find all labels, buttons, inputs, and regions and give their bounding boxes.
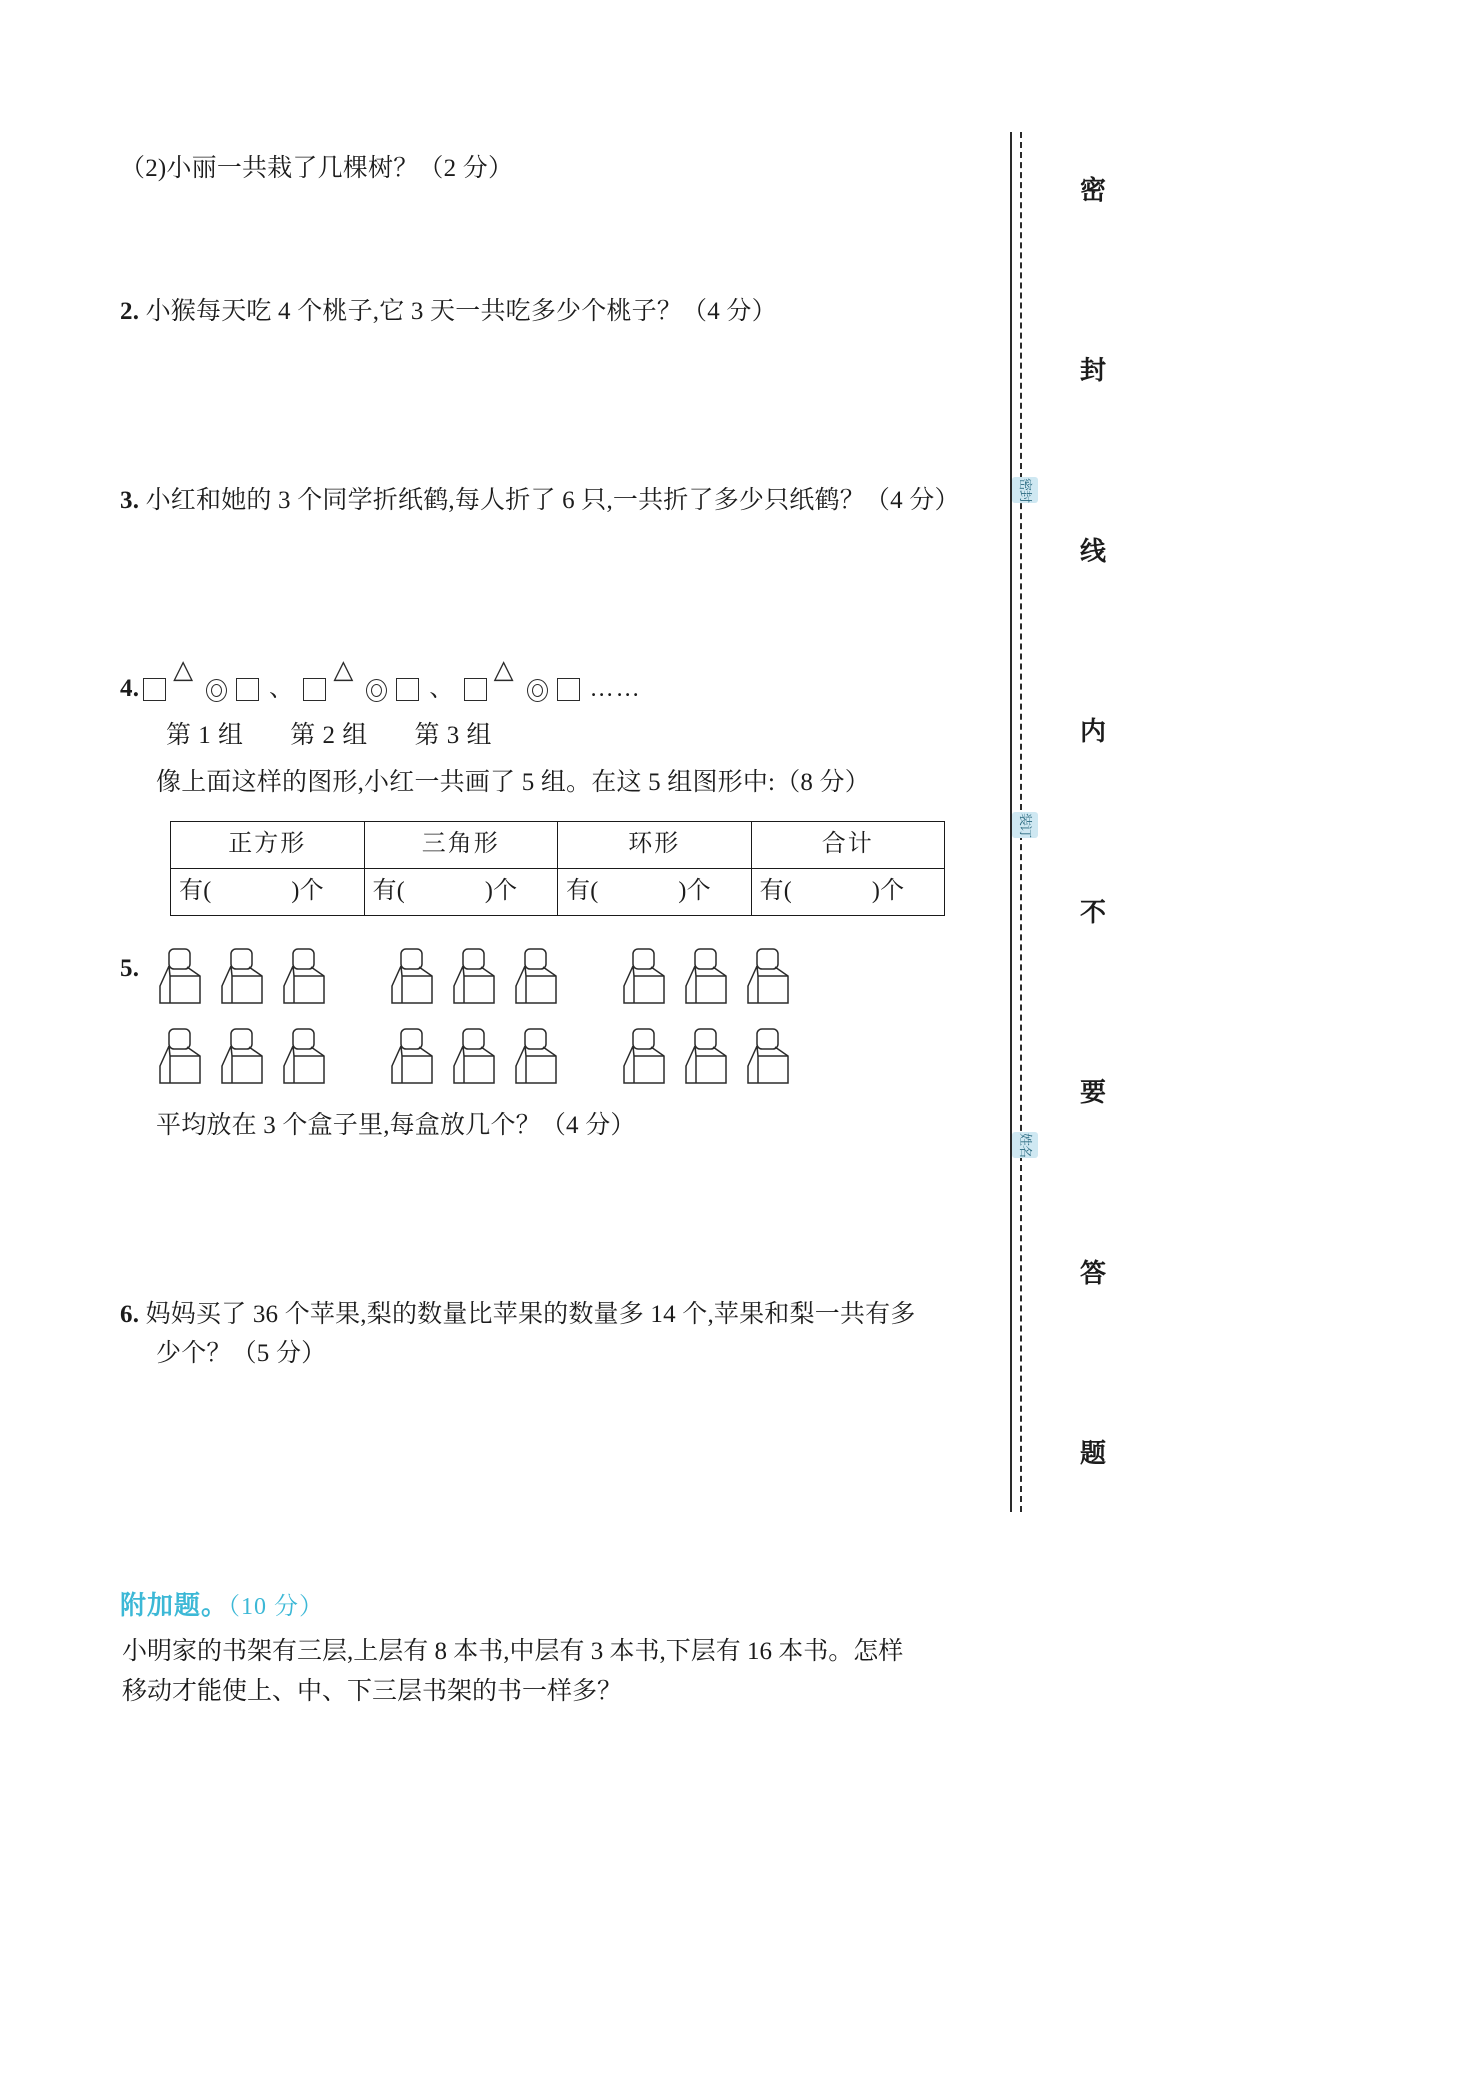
question-3-number: 3.	[120, 486, 140, 514]
question-2	[120, 293, 980, 332]
question-6-text-line-1: 妈妈买了 36 个苹果,梨的数量比苹果的数量多 14 个,苹果和梨一共有多	[145, 1300, 916, 1328]
question-4-group-labels	[120, 717, 980, 756]
cell-prefix: 有(	[372, 877, 405, 904]
question-6	[120, 1296, 980, 1374]
seal-char-1: 密	[1080, 176, 1107, 205]
shape-separator-2: 、	[429, 676, 454, 703]
table-header-row	[171, 821, 945, 868]
answer-space-q2	[120, 332, 980, 482]
bottle-icon	[744, 946, 792, 1021]
seal-char-7: 答	[1080, 1258, 1107, 1288]
ring-icon	[206, 679, 228, 701]
cell-suffix: )个	[484, 877, 518, 904]
bottle-group	[388, 946, 574, 1021]
question-6-line-1	[120, 1296, 980, 1335]
cell-suffix: )个	[291, 877, 324, 904]
bottle-icon	[620, 946, 668, 1021]
seal-char-4: 内	[1080, 717, 1107, 747]
seal-badge: 姓名	[1012, 1132, 1038, 1158]
square-icon	[396, 678, 419, 701]
seal-char-5: 不	[1080, 897, 1107, 927]
bottle-icon	[450, 946, 498, 1021]
question-6-text-line-2: 少个？（5 分）	[156, 1339, 327, 1367]
table-header-triangle: 三角形	[364, 821, 558, 868]
group-label-1: 第 1 组	[166, 722, 244, 749]
bottle-group	[620, 946, 806, 1021]
seal-char-3: 线	[1080, 536, 1107, 566]
ring-icon	[527, 679, 549, 701]
table-cell-triangle[interactable]	[364, 868, 558, 915]
question-5	[120, 946, 980, 1146]
extra-question-points: （10 分）	[228, 1594, 325, 1621]
bottle-group	[388, 1026, 574, 1101]
question-2-text: 小猴每天吃 4 个桃子,它 3 天一共吃多少个桃子？（4 分）	[145, 297, 777, 325]
square-icon	[303, 678, 326, 701]
bottle-row	[156, 1026, 980, 1101]
shape-group-3	[460, 678, 584, 701]
question-4-shape-pattern	[120, 670, 980, 709]
triangle-icon	[334, 679, 358, 700]
answer-space-q3	[120, 520, 980, 670]
square-icon	[464, 678, 487, 701]
bottle-icon	[620, 1026, 668, 1101]
bottle-icon	[388, 946, 436, 1021]
square-icon	[236, 678, 259, 701]
table-cell-square[interactable]	[171, 868, 365, 915]
ellipsis: ……	[589, 676, 642, 703]
table-header-ring: 环形	[558, 821, 752, 868]
bottle-icon	[156, 1026, 204, 1101]
bottle-group	[156, 946, 342, 1021]
bottle-icon	[388, 1026, 436, 1101]
question-6-number: 6.	[120, 1300, 140, 1328]
triangle-icon	[174, 679, 198, 700]
question-4-table	[170, 821, 945, 916]
seal-char-6: 要	[1080, 1078, 1107, 1108]
answer-space-q2-sub	[120, 189, 980, 293]
bottle-icon	[682, 946, 730, 1021]
gap-before-q5	[120, 916, 980, 944]
bottle-group	[156, 1026, 342, 1101]
answer-space-q6	[120, 1373, 980, 1523]
bottle-icon	[218, 1026, 266, 1101]
questions-column	[120, 150, 980, 1712]
question-3	[120, 482, 980, 521]
shape-group-2	[299, 678, 423, 701]
seal-char-2: 封	[1080, 356, 1107, 386]
square-icon	[557, 678, 580, 701]
bottle-icon	[512, 1026, 560, 1101]
extra-question-heading	[120, 1585, 980, 1622]
cell-prefix: 有(	[759, 877, 792, 904]
question-3-text: 小红和她的 3 个同学折纸鹤,每人折了 6 只,一共折了多少只纸鹤？（4 分）	[145, 486, 960, 514]
bottle-icon	[682, 1026, 730, 1101]
table-cell-ring[interactable]	[558, 868, 752, 915]
question-2-number: 2.	[120, 297, 140, 325]
table-header-square: 正方形	[171, 821, 365, 868]
table-cell-total[interactable]	[751, 868, 945, 915]
shape-group-1	[139, 678, 263, 701]
question-4-prompt: 像上面这样的图形,小红一共画了 5 组。在这 5 组图形中:（8 分）	[156, 768, 870, 796]
extra-question-title: 附加题。	[120, 1591, 229, 1621]
cell-prefix: 有(	[566, 877, 599, 904]
question-2-subpart	[120, 150, 980, 189]
ring-icon	[366, 679, 388, 701]
seal-margin	[1006, 132, 1146, 1512]
answer-space-q5	[120, 1146, 980, 1296]
question-5-prompt: 平均放在 3 个盒子里,每盒放几个？（4 分）	[156, 1112, 636, 1139]
bottle-row	[156, 946, 980, 1021]
extra-question-line-2: 移动才能使上、中、下三层书架的书一样多？	[122, 1678, 623, 1706]
extra-question-line-1: 小明家的书架有三层,上层有 8 本书,中层有 3 本书,下层有 16 本书。怎样	[122, 1638, 904, 1666]
seal-char-8: 题	[1080, 1438, 1107, 1468]
question-2-subpart-text: （2)小丽一共栽了几棵树？（2 分）	[120, 155, 514, 182]
bottle-icon	[512, 946, 560, 1021]
triangle-icon	[495, 679, 519, 700]
seal-badge: 装订	[1012, 812, 1038, 838]
question-4	[120, 670, 980, 915]
square-icon	[143, 678, 166, 701]
table-row	[171, 868, 945, 915]
bottle-icon	[156, 946, 204, 1021]
table-header-total: 合计	[751, 821, 945, 868]
cell-suffix: )个	[678, 877, 711, 904]
question-5-bottle-grid	[120, 946, 980, 1102]
group-label-2: 第 2 组	[290, 722, 368, 749]
bottle-icon	[280, 1026, 328, 1101]
group-label-3: 第 3 组	[414, 722, 493, 749]
bottle-icon	[744, 1026, 792, 1101]
seal-badge: 密封	[1012, 477, 1038, 503]
seal-text-vertical	[1080, 170, 1106, 1470]
cell-prefix: 有(	[179, 877, 212, 904]
question-5-number: 5.	[120, 954, 140, 982]
extra-question-section	[120, 1585, 980, 1712]
extra-question-body	[120, 1632, 980, 1712]
bottle-group	[620, 1026, 806, 1101]
answer-space-q6-extra	[120, 1523, 980, 1585]
bottle-icon	[280, 946, 328, 1021]
shape-separator-1: 、	[269, 676, 294, 703]
bottle-icon	[450, 1026, 498, 1101]
bottle-icon	[218, 946, 266, 1021]
cell-suffix: )个	[871, 877, 905, 904]
question-4-number: 4.	[120, 675, 140, 703]
